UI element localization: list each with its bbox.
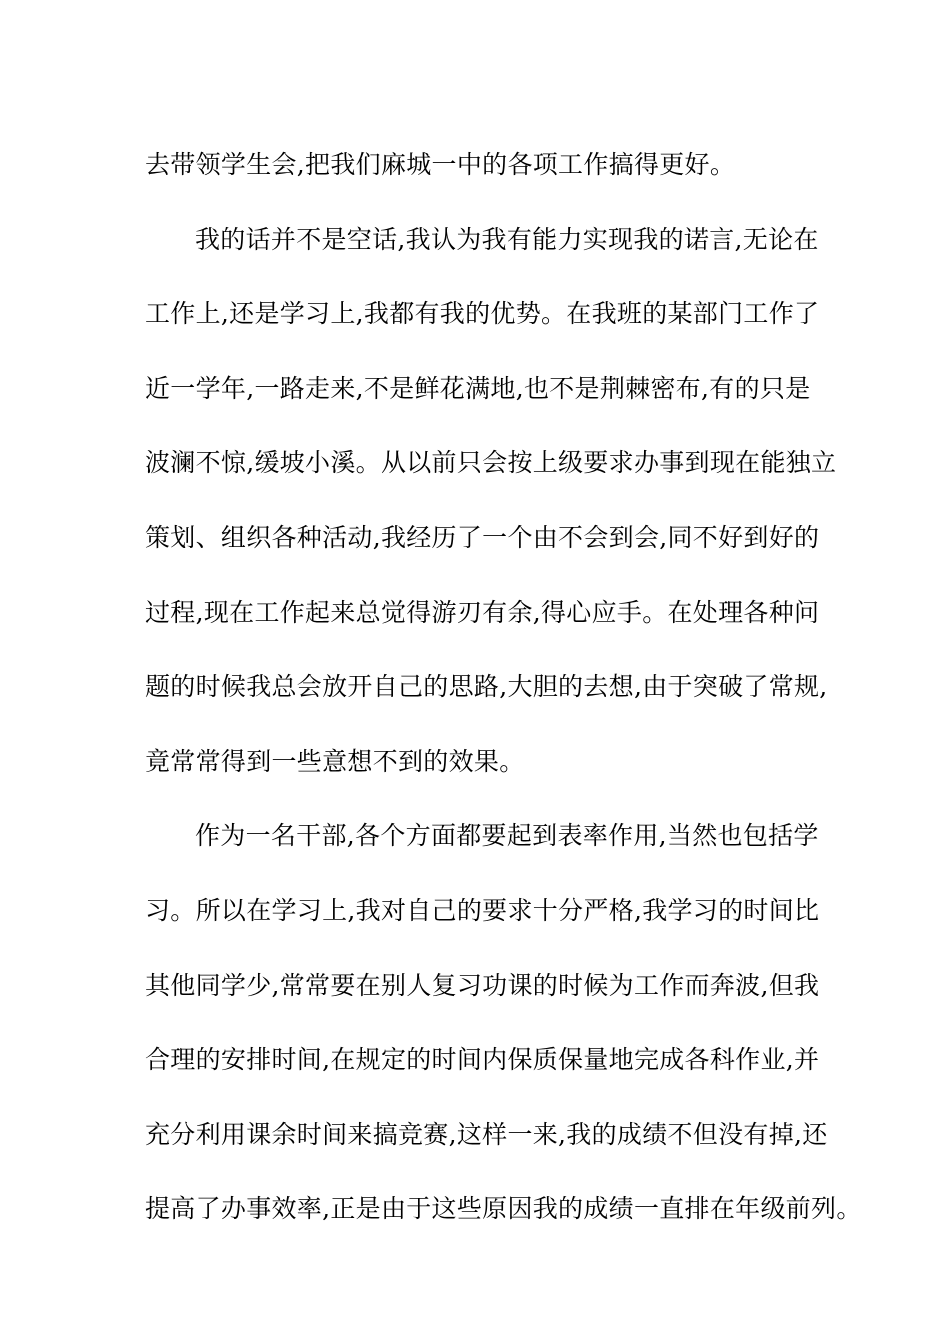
text-line: 提高了办事效率,正是由于这些原因我的成绩一直排在年级前列。 [145,1194,862,1224]
text-line: 竟常常得到一些意想不到的效果。 [145,746,525,776]
text-line: 近一学年,一路走来,不是鲜花满地,也不是荆棘密布,有的只是 [145,373,811,403]
text-line: 工作上,还是学习上,我都有我的优势。在我班的某部门工作了 [145,299,820,329]
text-line: 习。所以在学习上,我对自己的要求十分严格,我学习的时间比 [145,895,820,925]
text-line: 充分利用课余时间来搞竞赛,这样一来,我的成绩不但没有掉,还 [145,1119,828,1149]
document-body [145,128,862,1247]
text-line: 其他同学少,常常要在别人复习功课的时候为工作而奔波,但我 [145,970,820,1000]
paragraph-start-line: 作为一名干部,各个方面都要起到表率作用,当然也包括学 [195,821,819,851]
text-line: 策划、组织各种活动,我经历了一个由不会到会,同不好到好的 [145,522,820,552]
text-line: 过程,现在工作起来总觉得游刃有余,得心应手。在处理各种问 [145,597,820,627]
text-line: 题的时候我总会放开自己的思路,大胆的去想,由于突破了常规, [145,672,828,702]
text-line: 合理的安排时间,在规定的时间内保质保量地完成各科作业,并 [145,1045,820,1075]
paragraph-start-line: 我的话并不是空话,我认为我有能力实现我的诺言,无论在 [195,224,819,254]
text-line: 波澜不惊,缓坡小溪。从以前只会按上级要求办事到现在能独立 [145,448,837,478]
text-line: 去带领学生会,把我们麻城一中的各项工作搞得更好。 [145,150,736,179]
